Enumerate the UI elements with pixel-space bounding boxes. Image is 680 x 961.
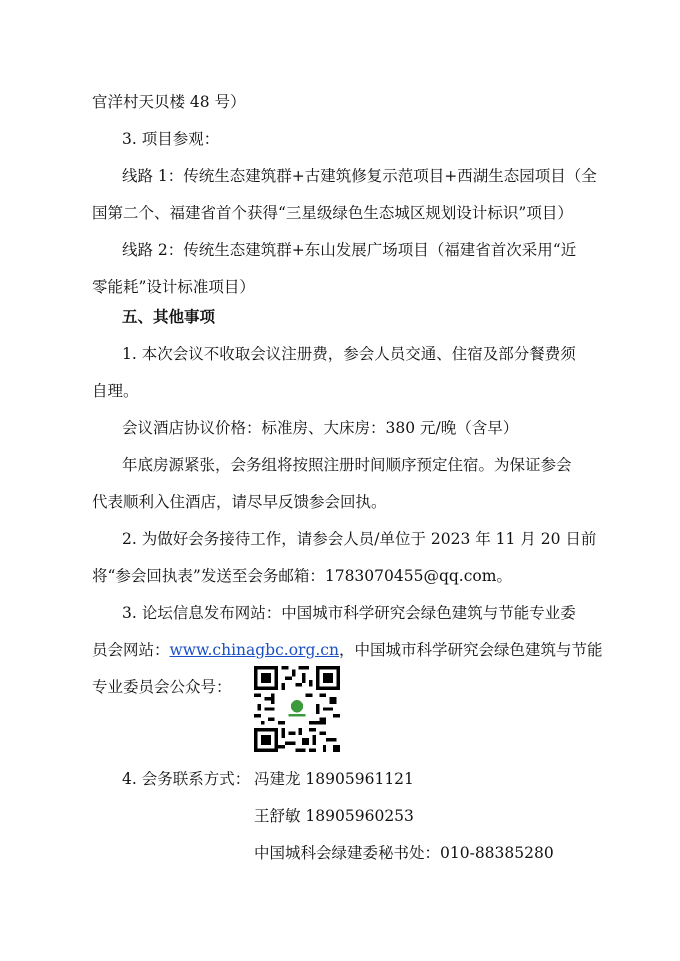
route-1-line-2: 国第二个、福建省首个获得“三星级绿色生态城区规划设计标识”项目） <box>92 204 573 222</box>
route-2-line-1: 线路 2：传统生态建筑群+东山发展广场项目（福建省首次采用“近 <box>122 241 577 259</box>
item-2-line-1: 2. 为做好会务接待工作，请参会人员/单位于 2023 年 11 月 20 日前 <box>122 530 597 548</box>
item-1-line-2: 自理。 <box>92 382 139 400</box>
website-suffix: ，中国城市科学研究会绿色建筑与节能 <box>338 641 603 659</box>
address-tail: 官洋村天贝楼 48 号） <box>92 93 246 111</box>
project-visit-heading: 3. 项目参观： <box>122 130 220 148</box>
item-1-line-1: 1. 本次会议不收取会议注册费，参会人员交通、住宿及部分餐费须 <box>122 345 576 363</box>
section-heading-other-matters: 五、其他事项 <box>122 308 216 326</box>
route-2-line-2: 零能耗”设计标准项目） <box>92 278 255 296</box>
wechat-qr-code[interactable] <box>254 666 340 752</box>
item-3-line-2 <box>92 640 602 660</box>
item-3-line-1: 3. 论坛信息发布网站：中国城市科学研究会绿色建筑与节能专业委 <box>122 604 576 622</box>
booking-note-line-1: 年底房源紧张，会务组将按照注册时间顺序预定住宿。为保证参会 <box>122 456 572 474</box>
website-label: 员会网站： <box>92 641 170 659</box>
website-link[interactable]: www.chinagbc.org.cn <box>169 641 339 659</box>
hotel-price: 会议酒店协议价格：标准房、大床房：380 元/晚（含早） <box>122 419 519 437</box>
route-1-line-1: 线路 1：传统生态建筑群+古建筑修复示范项目+西湖生态园项目（全 <box>122 167 597 185</box>
contact-1: 冯建龙 18905961121 <box>254 770 414 788</box>
contact-3: 中国城科会绿建委秘书处：010-88385280 <box>254 844 554 862</box>
contact-label: 4. 会务联系方式： <box>122 770 251 788</box>
item-3-line-3: 专业委员会公众号： <box>92 678 232 696</box>
item-2-line-2: 将“参会回执表”发送至会务邮箱：1783070455@qq.com。 <box>92 567 512 585</box>
booking-note-line-2: 代表顺利入住酒店，请尽早反馈参会回执。 <box>92 493 387 511</box>
contact-2: 王舒敏 18905960253 <box>254 807 414 825</box>
